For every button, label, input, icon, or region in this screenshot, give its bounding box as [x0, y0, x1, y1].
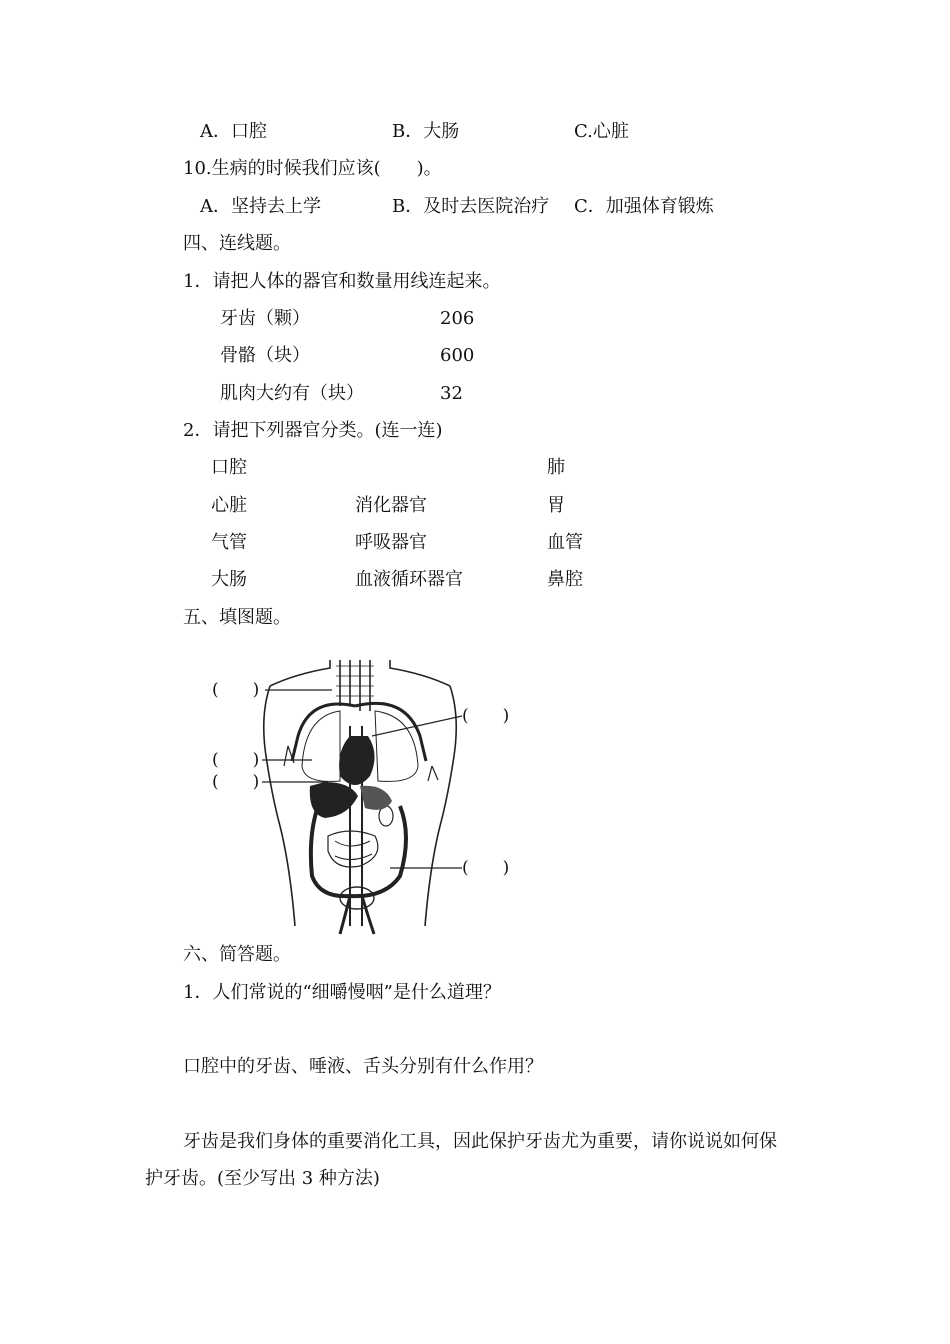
q9-option-c: C.心脏 [574, 121, 629, 142]
q2-right-item: 血管 [547, 532, 583, 553]
q2-middle-item: 消化器官 [355, 495, 427, 516]
q2-right-item: 鼻腔 [547, 569, 583, 590]
q2-left-item: 心脏 [211, 495, 247, 516]
section4-title: 四、连线题。 [183, 233, 291, 254]
diagram-blank[interactable]: ( ) [212, 772, 260, 792]
section4-q1-prompt: 1．请把人体的器官和数量用线连起来。 [183, 271, 501, 292]
q2-left-item: 大肠 [211, 569, 247, 590]
section4-q2-prompt: 2．请把下列器官分类。(连一连) [183, 420, 443, 441]
q1-left-item: 骨骼（块） [220, 345, 310, 366]
section6-q3-line1: 牙齿是我们身体的重要消化工具，因此保护牙齿尤为重要，请你说说如何保 [183, 1131, 777, 1152]
q1-right-item: 600 [440, 345, 475, 366]
section6-q3-line2: 护牙齿。(至少写出 3 种方法) [145, 1168, 380, 1189]
q10-option-c: C．加强体育锻炼 [574, 196, 714, 217]
section6-title: 六、简答题。 [183, 944, 291, 965]
diagram-blank[interactable]: ( ) [212, 750, 260, 770]
q1-right-item: 32 [440, 383, 463, 404]
diagram-blank[interactable]: ( ) [462, 706, 510, 726]
q10-question: 10.生病的时候我们应该( )。 [183, 158, 442, 179]
q1-left-item: 肌肉大约有（块） [220, 383, 364, 404]
section5-title: 五、填图题。 [183, 607, 291, 628]
q1-right-item: 206 [440, 308, 475, 329]
q10-option-b: B．及时去医院治疗 [392, 196, 550, 217]
diagram-blank[interactable]: ( ) [212, 680, 260, 700]
human-organs-diagram [200, 636, 530, 936]
q10-option-a: A．坚持去上学 [200, 196, 321, 217]
section6-q1: 1．人们常说的“细嚼慢咽”是什么道理？ [183, 982, 501, 1003]
q2-middle-item: 呼吸器官 [355, 532, 427, 553]
q9-option-b: B．大肠 [392, 121, 460, 142]
q2-right-item: 胃 [547, 495, 565, 516]
q9-option-a: A．口腔 [200, 121, 267, 142]
section6-q2: 口腔中的牙齿、唾液、舌头分别有什么作用？ [183, 1056, 543, 1077]
q2-right-item: 肺 [547, 457, 565, 478]
q2-left-item: 口腔 [211, 457, 247, 478]
diagram-blank[interactable]: ( ) [462, 858, 510, 878]
q2-middle-item: 血液循环器官 [355, 569, 463, 590]
q1-left-item: 牙齿（颗） [220, 308, 310, 329]
q2-left-item: 气管 [211, 532, 247, 553]
